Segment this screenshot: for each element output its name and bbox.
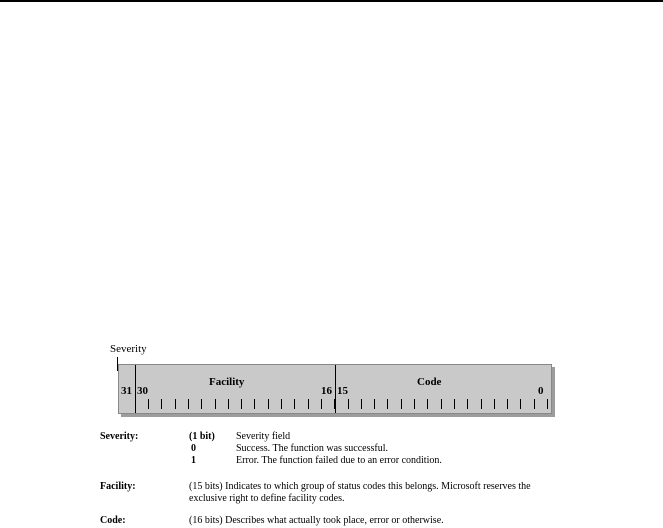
bit-tick-mark [454, 399, 455, 409]
bit-tick-mark [241, 399, 242, 409]
facility-code-divider [335, 365, 336, 413]
bit-tick-mark [547, 399, 548, 409]
bit-tick-mark [308, 399, 309, 409]
bit-tick-mark [441, 399, 442, 409]
bit-tick-mark [228, 399, 229, 409]
code-description: (16 bits) Describes what actually took place, error or otherwise. [189, 515, 444, 526]
facility-field-name: Facility: [100, 481, 136, 492]
bit-tick-mark [254, 399, 255, 409]
bit-tick-mark [387, 399, 388, 409]
bit-tick-mark [361, 399, 362, 409]
severity-value: 0 [191, 443, 196, 454]
bit-tick-mark [481, 399, 482, 409]
bit-tick-mark [281, 399, 282, 409]
top-border-line [0, 0, 663, 2]
bit-tick-mark [161, 399, 162, 409]
bit-tick-mark [520, 399, 521, 409]
bit-tick-mark [201, 399, 202, 409]
bit-tick-mark [534, 399, 535, 409]
bit-30-label: 30 [137, 385, 148, 397]
bit-field-bar [118, 364, 552, 414]
bit-0-label: 0 [538, 385, 544, 397]
bit-tick-mark [374, 399, 375, 409]
bit-tick-mark [148, 399, 149, 409]
code-section-title: Code [417, 376, 442, 388]
bit-16-label: 16 [321, 385, 332, 397]
bit-tick-mark [494, 399, 495, 409]
severity-value-meaning: Success. The function was successful. [236, 443, 389, 454]
bit-tick-mark [188, 399, 189, 409]
severity-label: Severity [110, 343, 147, 355]
bit-15-label: 15 [337, 385, 348, 397]
severity-value-meaning: Error. The function failed due to an error condition. [236, 455, 442, 466]
severity-facility-divider [135, 365, 136, 413]
severity-value: 1 [191, 455, 196, 466]
facility-description: (15 bits) Indicates to which group of status codes this belongs. Microsoft reserves the exclusive right to define facility codes. [189, 481, 531, 504]
bit-tick-mark [427, 399, 428, 409]
bit-tick-mark [175, 399, 176, 409]
severity-bit-count: (1 bit) [189, 431, 215, 442]
bit-tick-mark [215, 399, 216, 409]
bit-tick-mark [294, 399, 295, 409]
severity-description: Severity field [236, 431, 291, 442]
severity-field-name: Severity: [100, 431, 139, 442]
bit-tick-mark [467, 399, 468, 409]
bit-tick-mark [414, 399, 415, 409]
facility-section-title: Facility [209, 376, 245, 388]
hresult-bit-diagram [100, 340, 560, 420]
code-field-name: Code: [100, 515, 126, 526]
bit-tick-mark [321, 399, 322, 409]
bit-tick-mark [334, 399, 335, 409]
bit-tick-mark [401, 399, 402, 409]
bit-tick-mark [507, 399, 508, 409]
bit-tick-mark [268, 399, 269, 409]
bit-31-label: 31 [121, 385, 132, 397]
bit-tick-mark [348, 399, 349, 409]
